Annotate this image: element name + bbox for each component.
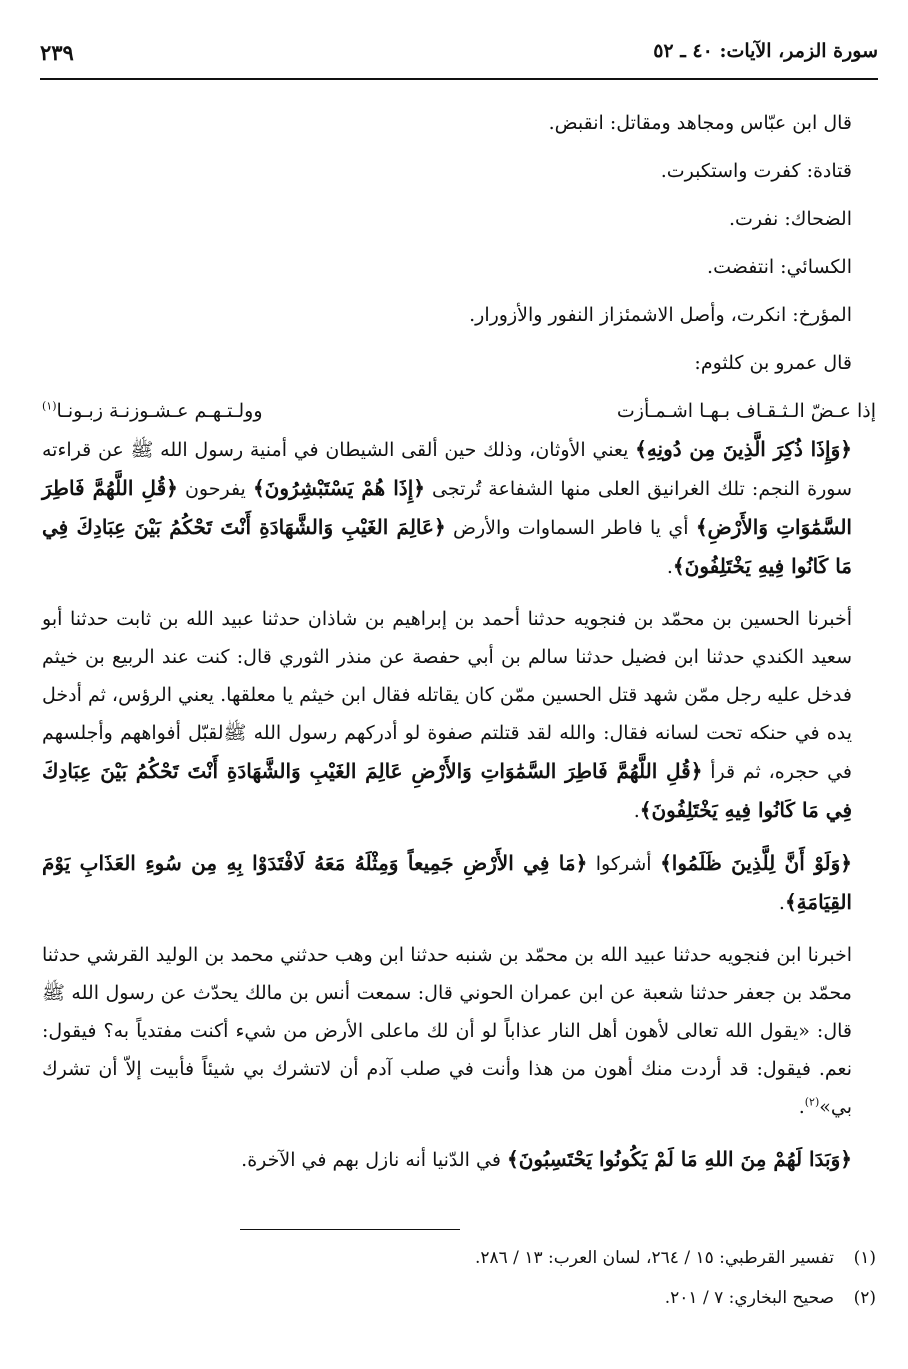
paragraph-5 bbox=[42, 1140, 876, 1179]
quran-quote: ﴿مَا فِي الأَرْضِ جَمِيعاً وَمِثْلَهُ مَعَهُ لَافْتَدَوْا بِهِ مِن سُوءِ العَذَابِ يَوْمَ القِيَامَةِ﴾ bbox=[42, 851, 852, 914]
paragraph-text: أي يا فاطر السماوات والأرض bbox=[445, 517, 696, 539]
page-number: ٢٣٩ bbox=[40, 40, 74, 65]
footnotes bbox=[42, 1238, 876, 1318]
quran-quote: ﴿عَالِمَ الغَيْبِ وَالشَّهَادَةِ أَنْتَ تَحْكُمُ بَيْنَ عِبَادِكَ فِي مَا كَانُوا فِيهِ يَخْتَلِفُونَ﴾ bbox=[42, 515, 852, 578]
paragraph-text: اخبرنا ابن فنجويه حدثنا عبيد الله بن محمّد بن شنبه حدثنا ابن وهب حدثني محمد بن الوليد القرشي حدثنا محمّد بن جعفر حدثنا شعبة عن ابن عمران الحوني قال: سمعت أنس بن مالك يحدّث عن رسول الله ﷺ قال: «يقول الله تعالى لأهون أهل النار عذاباً لو أن لك ماعلى الأرض من شيء أكنت مفتدياً به؟ فيقول: نعم. فيقول: قد أردت منك أهون من هذا وأنت في صلب آدم أن لاتشرك بي شيئاً فأبيت إلاّ أن تشرك بي» bbox=[42, 944, 852, 1118]
paragraph-text: . bbox=[666, 556, 673, 578]
footnote-item bbox=[42, 1278, 876, 1318]
text-line: قال عمرو بن كلثوم: bbox=[694, 352, 852, 374]
running-title: سورة الزمر، الآيات: ٤٠ ـ ٥٢ bbox=[653, 40, 878, 62]
paragraph-text: . bbox=[778, 892, 785, 914]
footnote-ref-1: (١) bbox=[42, 399, 57, 413]
footnote-ref-2: (٢) bbox=[804, 1095, 820, 1109]
text-line: قال ابن عبّاس ومجاهد ومقاتل: انقبض. bbox=[548, 112, 852, 134]
quran-quote: ﴿قُلِ اللَّهُمَّ فَاطِرَ السَّمَٰوَاتِ وَالأَرْضِ﴾ bbox=[42, 476, 852, 539]
paragraph-text: . bbox=[798, 1096, 805, 1118]
verse-second-text: وولـتـهـم عـشـوزنـة زبـونـا bbox=[56, 400, 263, 422]
text-line: قتادة: كفرت واستكبرت. bbox=[660, 160, 852, 182]
poetry-verse bbox=[42, 392, 876, 430]
quran-quote: ﴿وَلَوْ أَنَّ لِلَّذِينَ ظَلَمُوا﴾ bbox=[660, 851, 852, 875]
quran-quote: ﴿قُلِ اللَّهُمَّ فَاطِرَ السَّمَٰوَاتِ وَالأَرْضِ عَالِمَ الغَيْبِ وَالشَّهَادَةِ أَنْتَ تَحْكُمُ بَيْنَ عِبَادِكَ فِي مَا كَانُوا فِيهِ يَخْتَلِفُونَ﴾ bbox=[42, 759, 852, 822]
quran-quote: ﴿وَبَدَا لَهُمْ مِنَ اللهِ مَا لَمْ يَكُونُوا يَحْتَسِبُونَ﴾ bbox=[506, 1147, 852, 1171]
paragraph-1 bbox=[42, 430, 876, 586]
paragraph-text: يفرحون bbox=[177, 478, 253, 500]
paragraph-text: يعني الأوثان، وذلك حين ألقى الشيطان في أمنية رسول الله ﷺ عن قراءته سورة النجم: تلك الغرانيق العلى منها الشفاعة تُرتجى bbox=[42, 439, 852, 500]
text-line: الكسائي: انتفضت. bbox=[707, 256, 852, 278]
footnote-number: (٢) bbox=[853, 1288, 876, 1308]
footnote-text: صحيح البخاري: ٧ / ٢٠١. bbox=[664, 1288, 834, 1308]
paragraph-4 bbox=[42, 936, 876, 1126]
footnote-text: تفسير القرطبي: ١٥ / ٢٦٤، لسان العرب: ١٣ / ٢٨٦. bbox=[474, 1248, 834, 1268]
verse-first-hemistich: إذا عـضّ الـثـقـاف بـهـا اشـمـأزت bbox=[616, 400, 876, 422]
footnote-number: (١) bbox=[853, 1248, 876, 1268]
paragraph-3 bbox=[42, 844, 876, 922]
quran-quote: ﴿وَإِذَا ذُكِرَ الَّذِينَ مِن دُونِهِ﴾ bbox=[635, 437, 852, 461]
text-line: الضحاك: نفرت. bbox=[728, 208, 852, 230]
paragraph-text: أخبرنا الحسين بن محمّد بن فنجويه حدثنا أحمد بن إبراهيم بن شاذان حدثنا عبيد الله بن ثابت حدثنا أبو سعيد الكندي حدثنا ابن فضيل حدثنا سالم بن أبي حفصة عن منذر الثوري قال: كنت عند الربيع بن خيثم فدخل عليه رجل ممّن شهد قتل الحسين ممّن كان يقاتله فقال ابن خيثم يا معلقها. يعني الرؤس، ثم أدخل يده في حنكه تحت لسانه فقال: والله لقد قتلتم صفوة لو أدركهم رسول الله ﷺلقبّل أفواههم وأجلسهم في حجره، ثم قرأ bbox=[42, 608, 852, 783]
verse-second-hemistich bbox=[42, 392, 263, 430]
quran-quote: ﴿إِذَا هُمْ يَسْتَبْشِرُونَ﴾ bbox=[252, 476, 425, 500]
paragraph-text: أشركوا bbox=[587, 853, 661, 875]
page-header bbox=[40, 34, 878, 80]
footnote-item bbox=[42, 1238, 876, 1278]
footnote-divider bbox=[240, 1229, 460, 1230]
text-line: المؤرخ: انكرت، وأصل الاشمئزاز النفور والأزورار. bbox=[469, 304, 852, 326]
paragraph-text: في الدّنيا أنه نازل بهم في الآخرة. bbox=[241, 1149, 507, 1171]
paragraph-2 bbox=[42, 600, 876, 830]
main-text bbox=[42, 104, 876, 1179]
paragraph-text: . bbox=[633, 800, 640, 822]
